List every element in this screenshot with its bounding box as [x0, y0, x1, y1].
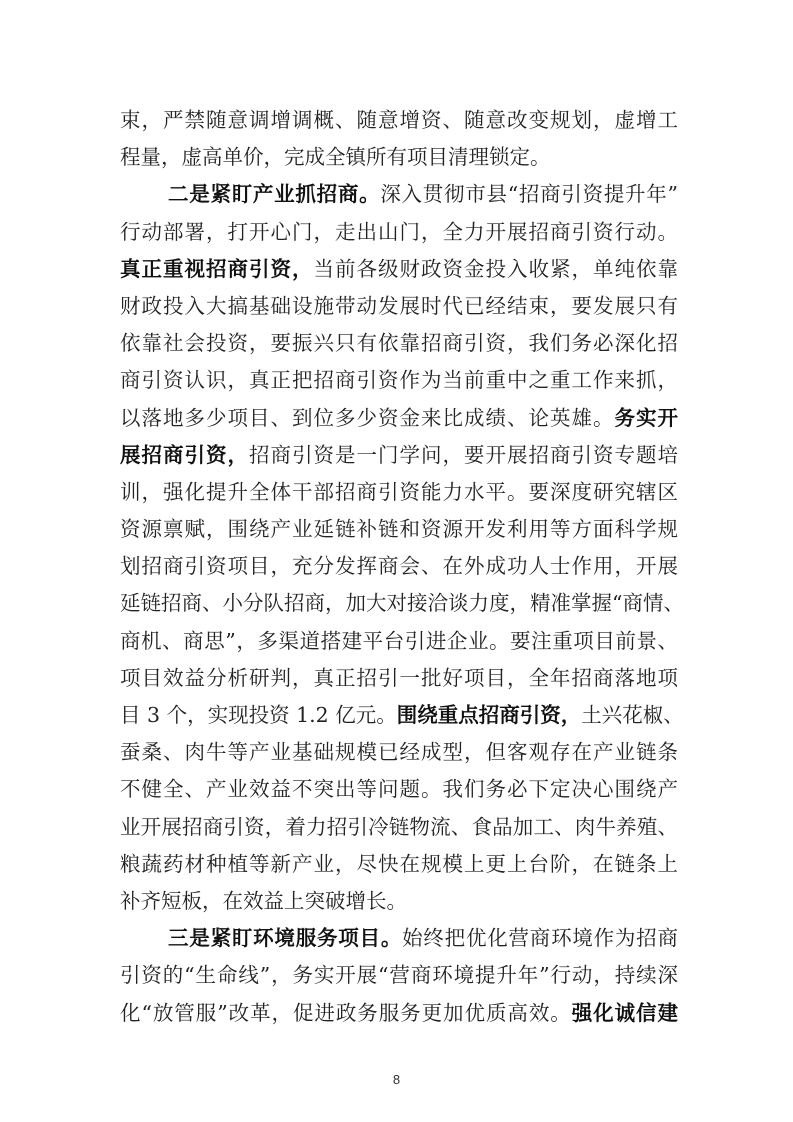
text-run: 行动部署，打开心门，走出山门，全力开展招商引资行动。 [120, 219, 678, 244]
text-line [120, 325, 678, 362]
bold-text: 真正重视招商引资， [120, 256, 314, 281]
text-line [120, 511, 678, 548]
bold-text: 二是紧盯产业抓招商。 [168, 182, 381, 207]
text-run: 粮蔬药材种植等新产业，尽快在规模上更上台阶，在链条上 [120, 851, 678, 876]
text-run: 依靠社会投资，要振兴只有依靠招商引资，我们务必深化招 [120, 331, 678, 356]
text-run: 土兴花椒、 [581, 703, 684, 727]
text-run: 蚕桑、肉牛等产业基础规模已经成型，但客观存在产业链条 [120, 740, 678, 765]
text-run: 化“放管服”改革，促进政务服务更加优质高效。 [120, 1000, 572, 1025]
page-number: 8 [392, 1072, 401, 1087]
text-line [120, 400, 678, 437]
text-run: 业开展招商引资，着力招引冷链物流、食品加工、肉牛养殖、 [120, 814, 678, 839]
text-run: 项目效益分析研判，真正招引一批好项目，全年招商落地项 [120, 665, 678, 690]
text-run: 当前各级财政资金投入收紧，单纯依靠 [313, 256, 678, 281]
text-line [120, 920, 678, 957]
text-line [120, 251, 678, 288]
text-line [120, 697, 684, 734]
text-run: 商机、商思”，多渠道搭建平台引进企业。要注重项目前景、 [120, 628, 678, 653]
text-run: 训，强化提升全体干部招商引资能力水平。要深度研究辖区 [120, 479, 678, 504]
text-line [120, 548, 678, 585]
text-line [120, 474, 678, 511]
body-text [120, 102, 684, 1032]
text-line [120, 771, 678, 808]
text-line [120, 995, 678, 1032]
text-run: 束，严禁随意调增调概、随意增资、随意改变规划，虚增工 [120, 108, 678, 132]
text-run: 商引资认识，真正把招商引资作为当前重中之重工作来抓， [120, 368, 678, 393]
text-run: 以落地多少项目、到位多少资金来比成绩、论英雄。 [120, 405, 615, 430]
text-run: 深入贯彻市县“招商引资提升年” [380, 182, 678, 207]
text-run: 引资的“生命线”，务实开展“营商环境提升年”行动，持续深 [120, 963, 678, 988]
text-line [120, 139, 678, 176]
text-run: 资源禀赋，围绕产业延链补链和资源开发利用等方面科学规 [120, 517, 678, 542]
text-line [120, 623, 678, 660]
text-run: 不健全、产业效益不突出等问题。我们务必下定决心围绕产 [120, 777, 678, 802]
text-line [120, 362, 678, 399]
text-line [120, 846, 678, 883]
text-run: 划招商引资项目，充分发挥商会、在外成功人士作用，开展 [120, 554, 678, 579]
text-line [120, 660, 678, 697]
text-line [120, 214, 678, 251]
text-line [120, 437, 678, 474]
text-line [120, 102, 678, 139]
text-run: 招商引资是一门学问，要开展招商引资专题培 [249, 442, 678, 467]
text-line [120, 809, 678, 846]
text-line [120, 883, 678, 920]
text-run: 始终把优化营商环境作为招商 [402, 926, 678, 951]
text-line [120, 734, 678, 771]
text-run: 补齐短板，在效益上突破增长。 [120, 888, 407, 913]
text-run: 财政投入大搞基础设施带动发展时代已经结束，要发展只有 [120, 293, 678, 318]
text-run: 延链招商、小分队招商，加大对接洽谈力度，精准掌握“商情、 [120, 591, 684, 616]
bold-text: 展招商引资， [120, 442, 249, 467]
bold-text: 务实开 [614, 405, 678, 430]
bold-text: 围绕重点招商引资， [396, 703, 582, 727]
bold-text: 三是紧盯环境服务项目。 [168, 926, 403, 951]
text-run: 程量，虚高单价，完成全镇所有项目清理锁定。 [120, 145, 551, 170]
text-line [120, 957, 678, 994]
bold-text: 强化诚信建 [571, 1000, 678, 1025]
text-run: 目 3 个，实现投资 1.2 亿元。 [120, 703, 397, 727]
text-line [120, 288, 678, 325]
text-line [120, 176, 678, 213]
text-line [120, 585, 684, 622]
